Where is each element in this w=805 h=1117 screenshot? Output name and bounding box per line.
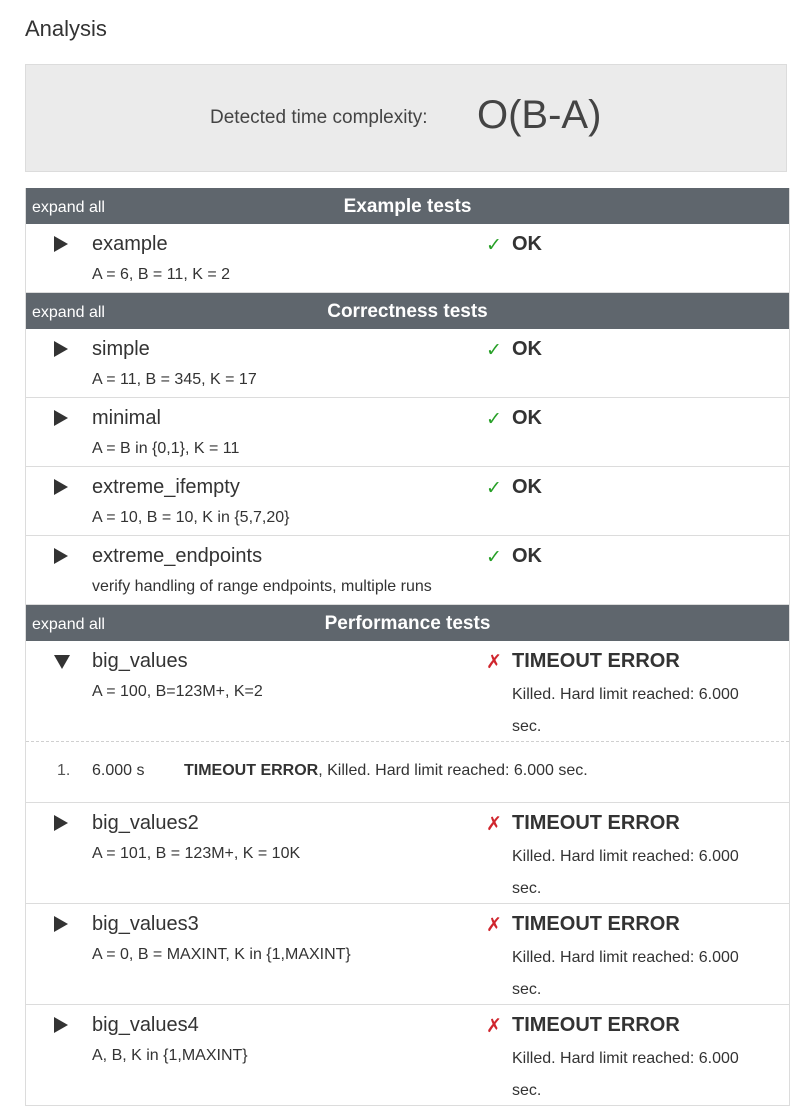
test-row (26, 803, 789, 904)
test-description: verify handling of range endpoints, multiple runs (92, 578, 432, 595)
complexity-value: O(B-A) (477, 93, 602, 137)
complexity-label: Detected time complexity: (210, 107, 428, 128)
run-time: 6.000 s (92, 762, 145, 779)
check-icon: ✓ (486, 235, 502, 256)
test-description: A = 101, B = 123M+, K = 10K (92, 845, 301, 862)
test-row (26, 536, 789, 605)
test-name[interactable]: example (92, 233, 168, 255)
test-description: A, B, K in {1,MAXINT} (92, 1047, 248, 1064)
test-name[interactable]: extreme_ifempty (92, 476, 240, 498)
check-icon: ✓ (486, 478, 502, 499)
test-description: A = 10, B = 10, K in {5,7,20} (92, 509, 290, 526)
test-name[interactable]: big_values3 (92, 913, 199, 935)
check-icon: ✓ (486, 547, 502, 568)
expand-arrow-icon[interactable] (54, 341, 68, 357)
test-name[interactable]: extreme_endpoints (92, 545, 263, 567)
group-header-correctness (26, 293, 789, 329)
test-description: A = 6, B = 11, K = 2 (92, 266, 231, 283)
expand-arrow-icon[interactable] (54, 236, 68, 252)
expand-all-button[interactable]: expand all (32, 304, 105, 321)
cross-icon: ✗ (486, 814, 502, 835)
run-row (26, 741, 789, 803)
test-name[interactable]: minimal (92, 407, 161, 429)
expand-arrow-icon[interactable] (54, 1017, 68, 1033)
group-header-performance (26, 605, 789, 641)
cross-icon: ✗ (486, 652, 502, 673)
status-detail: Killed. Hard limit reached: 6.000 sec. (512, 949, 739, 998)
expand-all-button[interactable]: expand all (32, 199, 105, 216)
test-description: A = B in {0,1}, K = 11 (92, 440, 240, 457)
test-row (26, 398, 789, 467)
check-icon: ✓ (486, 340, 502, 361)
test-description: A = 100, B=123M+, K=2 (92, 683, 263, 700)
test-row (26, 224, 789, 293)
run-number: 1. (57, 762, 71, 779)
collapse-arrow-icon[interactable] (54, 655, 70, 669)
expand-arrow-icon[interactable] (54, 410, 68, 426)
test-description: A = 11, B = 345, K = 17 (92, 371, 257, 388)
group-title: Example tests (343, 196, 472, 217)
run-result (184, 762, 588, 780)
test-row (26, 467, 789, 536)
test-row (26, 329, 789, 398)
test-status: TIMEOUT ERROR (512, 650, 680, 672)
page-title: Analysis (25, 16, 107, 41)
test-status: TIMEOUT ERROR (512, 1014, 680, 1036)
test-row (26, 1005, 789, 1106)
test-description: A = 0, B = MAXINT, K in {1,MAXINT} (92, 946, 351, 963)
status-detail: Killed. Hard limit reached: 6.000 sec. (512, 686, 739, 735)
test-name[interactable]: big_values (92, 650, 188, 672)
test-row (26, 904, 789, 1005)
test-name[interactable]: simple (92, 338, 150, 360)
check-icon: ✓ (486, 409, 502, 430)
run-result-message: , Killed. Hard limit reached: 6.000 sec. (318, 762, 588, 779)
test-status: OK (512, 338, 542, 360)
test-name[interactable]: big_values2 (92, 812, 199, 834)
group-title: Correctness tests (327, 301, 488, 322)
test-name[interactable]: big_values4 (92, 1014, 199, 1036)
test-status: TIMEOUT ERROR (512, 812, 680, 834)
cross-icon: ✗ (486, 915, 502, 936)
run-result-status: TIMEOUT ERROR (184, 762, 319, 779)
expand-all-button[interactable]: expand all (32, 616, 105, 633)
results-table (25, 188, 790, 1106)
status-detail: Killed. Hard limit reached: 6.000 sec. (512, 1050, 739, 1099)
group-title: Performance tests (324, 613, 491, 634)
test-status: OK (512, 476, 542, 498)
group-header-example (26, 188, 789, 224)
test-status: OK (512, 233, 542, 255)
expand-arrow-icon[interactable] (54, 479, 68, 495)
expand-arrow-icon[interactable] (54, 548, 68, 564)
test-status: TIMEOUT ERROR (512, 913, 680, 935)
expand-arrow-icon[interactable] (54, 916, 68, 932)
complexity-panel (25, 64, 787, 172)
test-status: OK (512, 545, 542, 567)
test-row-expanded (26, 641, 789, 741)
status-detail: Killed. Hard limit reached: 6.000 sec. (512, 848, 739, 897)
cross-icon: ✗ (486, 1016, 502, 1037)
test-status: OK (512, 407, 542, 429)
expand-arrow-icon[interactable] (54, 815, 68, 831)
